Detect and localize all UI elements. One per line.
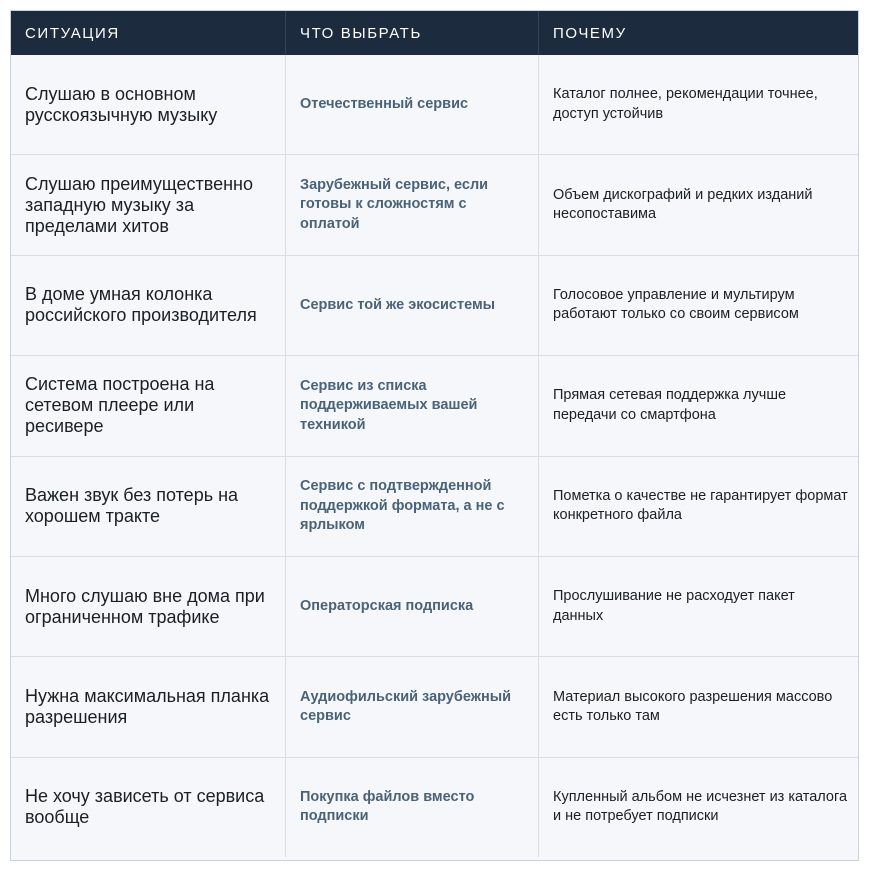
why-cell: Пометка о качестве не гарантирует формат конкретного файла [553,487,848,524]
table-body [11,55,858,857]
situation-cell: Система построена на сетевом плеере или ресивере [11,356,286,455]
header-why: ПОЧЕМУ [553,24,627,42]
header-situation: СИТУАЦИЯ [11,11,286,55]
comparison-table [10,10,859,861]
situation-cell: Нужна максимальная планка разрешения [11,657,286,756]
table-header [11,11,858,55]
choice-cell: Отечественный сервис [286,55,539,154]
choice-cell: Покупка файлов вместо подписки [286,758,539,857]
table-row [11,155,858,255]
choice-cell: Сервис из списка поддерживаемых вашей техникой [286,356,539,455]
why-cell: Материал высокого разрешения массово есть только там [553,688,833,725]
why-cell: Каталог полнее, рекомендации точнее, доступ устойчив [553,86,818,122]
table-row [11,457,858,557]
table-row [11,657,858,757]
table-row [11,356,858,456]
table-row [11,557,858,657]
why-cell: Объем дискографий и редких изданий несопоставима [553,186,813,223]
situation-cell: Слушаю в основном русскоязычную музыку [11,55,286,154]
why-cell: Прямая сетевая поддержка лучше передачи со смартфона [553,387,787,423]
choice-cell: Сервис с подтвержденной поддержкой формата, а не с ярлыком [286,457,539,556]
why-cell: Голосовое управление и мультирум работают только со своим сервисом [553,286,799,323]
choice-cell: Сервис той же экосистемы [286,256,539,355]
situation-cell: Слушаю преимущественно западную музыку за пределами хитов [11,155,286,254]
choice-cell: Зарубежный сервис, если готовы к сложностям с оплатой [286,155,539,254]
situation-cell: В доме умная колонка российского производителя [11,256,286,355]
choice-cell: Аудиофильский зарубежный сервис [286,657,539,756]
why-cell: Купленный альбом не исчезнет из каталога и не потребует подписки [553,788,848,825]
table-row [11,758,858,857]
table-row [11,55,858,155]
situation-cell: Важен звук без потерь на хорошем тракте [11,457,286,556]
situation-cell: Не хочу зависеть от сервиса вообще [11,758,286,857]
header-choice: ЧТО ВЫБРАТЬ [286,11,539,55]
situation-cell: Много слушаю вне дома при ограниченном трафике [11,557,286,656]
choice-cell: Операторская подписка [286,557,539,656]
why-cell: Прослушивание не расходует пакет данных [553,588,795,624]
table-row [11,256,858,356]
